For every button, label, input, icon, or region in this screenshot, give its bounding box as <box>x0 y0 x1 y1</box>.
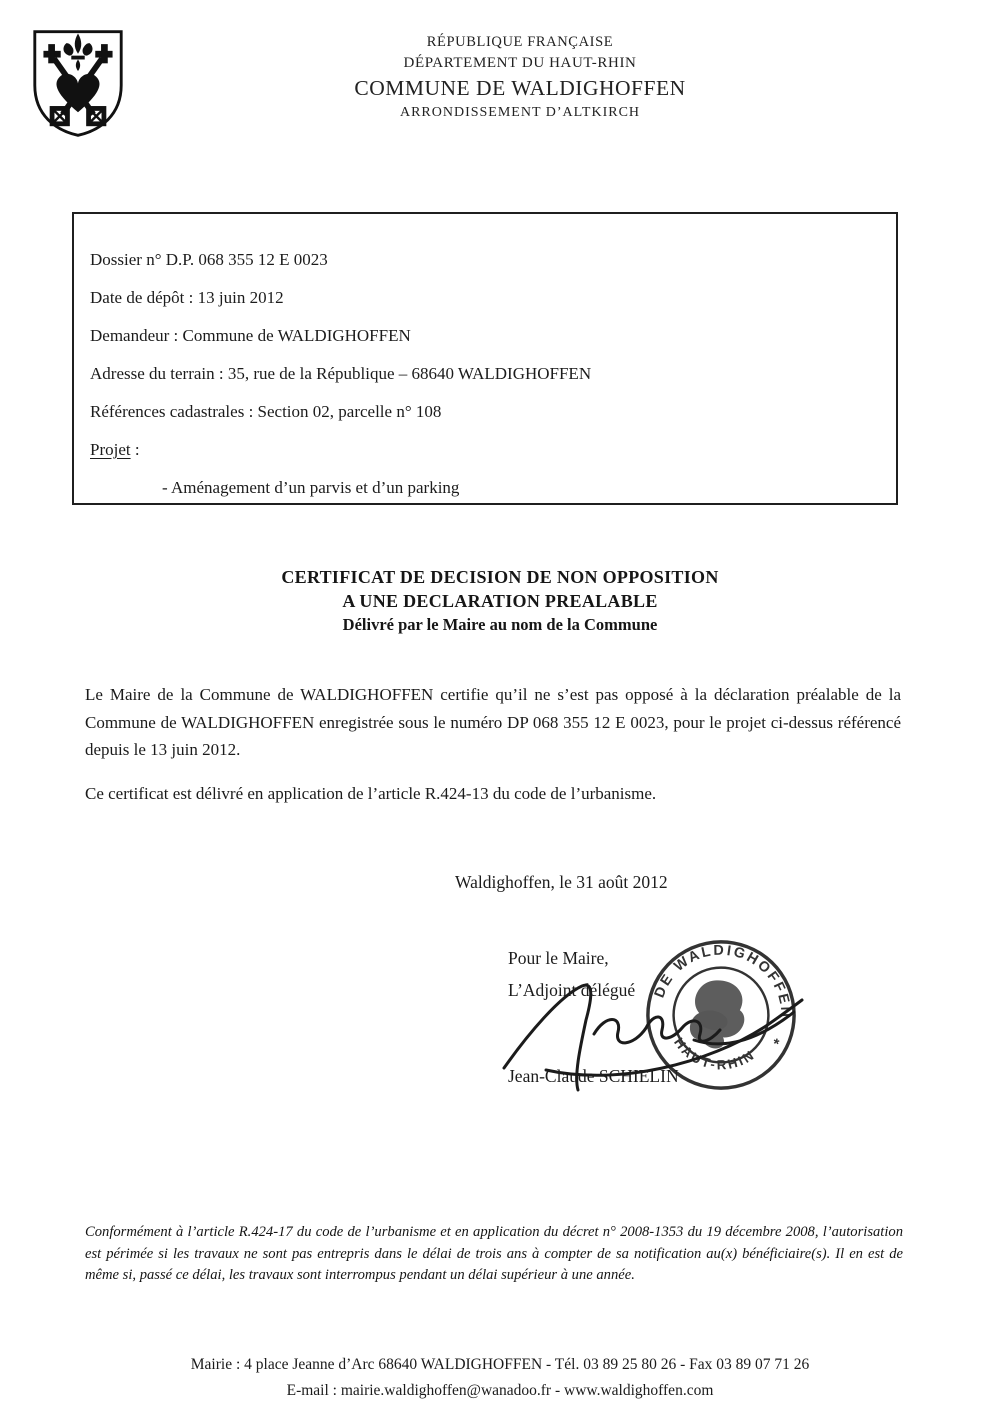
dossier-info-box <box>72 212 898 505</box>
letterhead <box>40 34 1000 121</box>
project-label: Projet <box>90 440 131 459</box>
stamp-top-text: DE WALDIGHOFFEN <box>651 942 794 1020</box>
footer-contact-line: E-mail : mairie.waldighoffen@wanadoo.fr - www.waldighoffen.com <box>286 1382 714 1399</box>
deposit-date: Date de dépôt : 13 juin 2012 <box>90 288 284 307</box>
title-line-3: Délivré par le Maire au nom de la Commune <box>342 615 658 634</box>
site-address: Adresse du terrain : 35, rue de la République – 68640 WALDIGHOFFEN <box>90 364 592 383</box>
certificate-paragraph-2: Ce certificat est délivré en application de l’article R.424-13 du code de l’urbanisme. <box>85 784 657 803</box>
certificate-title <box>0 566 1000 636</box>
legal-note: Conformément à l’article R.424-17 du code de l’urbanisme et en application du décret n° 2008-1353 du 19 décembre 2008, l’autorisation est périmée si les travaux ne sont pas entrepris dans le délai de trois ans à compter de sa notification au(x) bénéficiaire(s). Il en est de même si, passé ce délai, les travaux sont interrompus pendant un délai supérieur à une année. <box>85 1224 903 1283</box>
certificate-paragraph-1: Le Maire de la Commune de WALDIGHOFFEN certifie qu’il ne s’est pas opposé à la déclaration préalable de la Commune de WALDIGHOFFEN enregistrée sous le numéro DP 068 355 12 E 0023, pour le projet ci-dessus référencé depuis le 13 juin 2012. <box>85 685 901 759</box>
signatory-name: Jean-Claude SCHIELIN <box>508 1066 679 1086</box>
dossier-number: Dossier n° D.P. 068 355 12 E 0023 <box>90 250 328 269</box>
title-line-2: A UNE DECLARATION PREALABLE <box>342 591 658 611</box>
signature-capacity-1: Pour le Maire, <box>508 948 609 968</box>
cadastral-references: Références cadastrales : Section 02, parcelle n° 108 <box>90 402 442 421</box>
project-item: - Aménagement d’un parvis et d’un parking <box>162 478 460 497</box>
project-colon: : <box>130 440 140 459</box>
stamp-star: * <box>771 1036 781 1054</box>
applicant: Demandeur : Commune de WALDIGHOFFEN <box>90 326 411 345</box>
signature-capacity-2: L’Adjoint délégué <box>508 980 636 1000</box>
commune-line: COMMUNE DE WALDIGHOFFEN <box>354 76 686 100</box>
republic-line: RÉPUBLIQUE FRANÇAISE <box>426 34 614 50</box>
stamp-bottom-text: HAUT-RHIN <box>671 1034 759 1073</box>
footer-address-line: Mairie : 4 place Jeanne d’Arc 68640 WALDIGHOFFEN - Tél. 03 89 25 80 26 - Fax 03 89 07 71 26 <box>190 1356 810 1373</box>
department-line: DÉPARTEMENT DU HAUT-RHIN <box>403 55 637 71</box>
title-line-1: CERTIFICAT DE DECISION DE NON OPPOSITION <box>281 567 719 587</box>
arrondissement-line: ARRONDISSEMENT D’ALTKIRCH <box>399 105 641 120</box>
project-label-row <box>90 438 876 462</box>
place-date-line: Waldighoffen, le 31 août 2012 <box>455 872 668 892</box>
page-footer <box>0 1352 1000 1404</box>
